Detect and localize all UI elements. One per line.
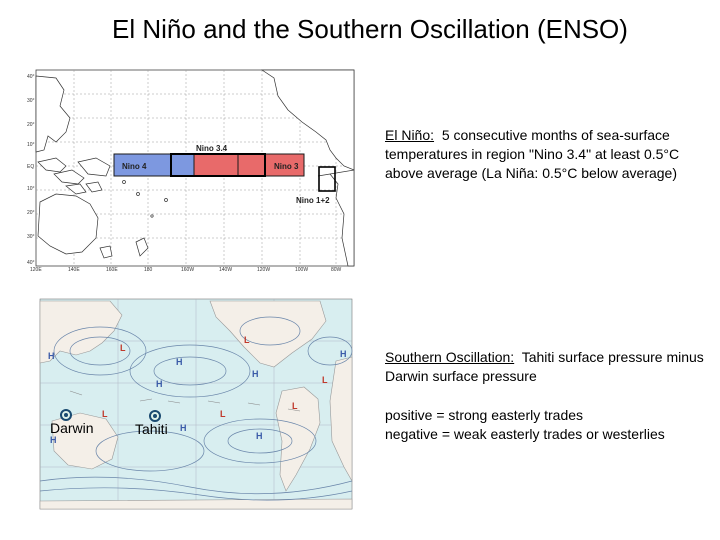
high-pressure-label: H <box>156 379 163 389</box>
nino12-label: Nino 1+2 <box>296 196 330 205</box>
positive-definition: positive = strong easterly trades <box>385 407 584 423</box>
high-pressure-label: H <box>252 369 259 379</box>
lat-label: 40° <box>27 74 35 80</box>
darwin-label: Darwin <box>50 420 94 436</box>
el-nino-definition <box>385 126 715 183</box>
high-pressure-label: H <box>50 435 57 445</box>
lon-label: 120W <box>257 267 271 272</box>
low-pressure-label: L <box>220 409 226 419</box>
lat-label: 30° <box>27 98 35 104</box>
low-pressure-label: L <box>120 343 126 353</box>
lon-label: 160E <box>106 267 118 272</box>
lat-label: 40° <box>27 260 35 266</box>
high-pressure-label: H <box>48 351 55 361</box>
lon-label: 140W <box>219 267 233 272</box>
nino3-label: Nino 3 <box>274 162 299 171</box>
lon-label: 120E <box>30 267 42 272</box>
nino-regions-map <box>26 66 356 272</box>
lon-label: 160W <box>181 267 195 272</box>
el-nino-heading: El Niño: <box>385 127 435 143</box>
southern-oscillation-text: Tahiti surface pressure minus Darwin surface pressure <box>385 349 704 384</box>
high-pressure-label: H <box>340 349 347 359</box>
lon-label: 80W <box>331 267 342 272</box>
lat-label: 20° <box>27 210 35 216</box>
lat-label: 30° <box>27 234 35 240</box>
nino34-label: Nino 3.4 <box>196 144 228 153</box>
low-pressure-label: L <box>244 335 250 345</box>
low-pressure-label: L <box>102 409 108 419</box>
el-nino-text: 5 consecutive months of sea-surface temperatures in region "Nino 3.4" at least 0.5°C above average (La Niña: 0.5°C below average) <box>385 127 680 181</box>
lon-label: 100W <box>295 267 309 272</box>
lon-label: 180 <box>144 267 153 272</box>
lat-label: 10° <box>27 142 35 148</box>
high-pressure-label: H <box>176 357 183 367</box>
southern-oscillation-heading: Southern Oscillation: <box>385 349 515 365</box>
low-pressure-label: L <box>322 375 328 385</box>
pressure-map <box>30 291 358 531</box>
southern-oscillation-definition <box>385 348 715 386</box>
tahiti-label: Tahiti <box>135 421 168 437</box>
nino4-label: Nino 4 <box>122 162 147 171</box>
lon-label: 140E <box>68 267 80 272</box>
lat-label: 20° <box>27 122 35 128</box>
high-pressure-label: H <box>180 423 187 433</box>
lat-label: EQ <box>27 164 35 170</box>
slide-title: El Niño and the Southern Oscillation (ENSO) <box>112 14 628 44</box>
negative-definition: negative = weak easterly trades or westerlies <box>385 426 665 442</box>
high-pressure-label: H <box>256 431 263 441</box>
low-pressure-label: L <box>292 401 298 411</box>
lat-label: 10° <box>27 186 35 192</box>
